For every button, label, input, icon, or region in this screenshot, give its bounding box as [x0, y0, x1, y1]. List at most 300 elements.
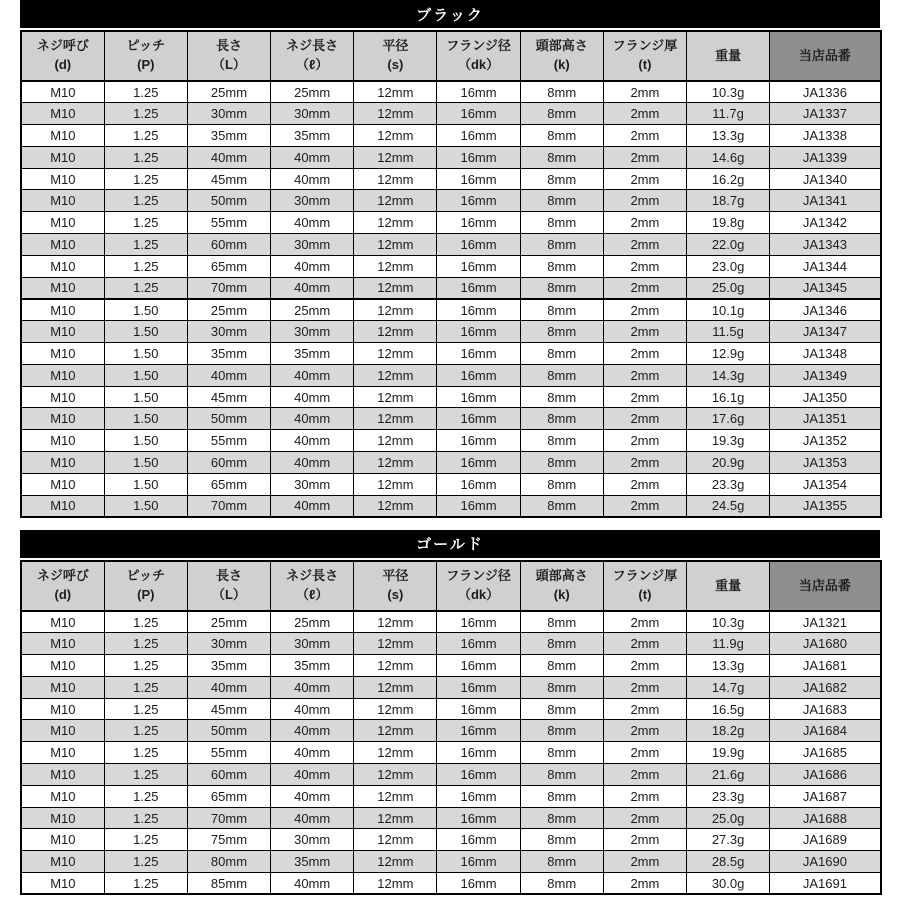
table-cell: 2mm [603, 168, 686, 190]
table-cell: 12mm [354, 655, 437, 677]
table-cell: 19.8g [687, 212, 770, 234]
table-cell: 28.5g [687, 851, 770, 873]
table-cell: M10 [21, 125, 104, 147]
table-cell: 40mm [271, 255, 354, 277]
table-cell: 2mm [603, 452, 686, 474]
table-cell: 12mm [354, 255, 437, 277]
table-row [21, 495, 881, 517]
table-cell: 12mm [354, 676, 437, 698]
table-cell: 16mm [437, 190, 520, 212]
table-cell: 16mm [437, 764, 520, 786]
table-cell: 16mm [437, 212, 520, 234]
table-title-label: ゴールド [416, 536, 484, 554]
table-cell: 8mm [520, 807, 603, 829]
column-header: フランジ厚 (t) [603, 561, 686, 611]
table-row [21, 785, 881, 807]
table-cell: M10 [21, 829, 104, 851]
table-cell: 40mm [271, 452, 354, 474]
table-cell: 2mm [603, 785, 686, 807]
table-cell: 40mm [271, 785, 354, 807]
table-cell: M10 [21, 807, 104, 829]
column-header: 長さ （L） [187, 561, 270, 611]
table-row [21, 720, 881, 742]
table-cell: 25mm [187, 299, 270, 321]
table-cell: 12mm [354, 829, 437, 851]
table-cell: 8mm [520, 720, 603, 742]
table-cell: 16mm [437, 676, 520, 698]
header-row [21, 561, 881, 611]
table-row [21, 452, 881, 474]
column-header: 当店品番 [770, 561, 881, 611]
table-cell: 12mm [354, 212, 437, 234]
table-cell: 1.25 [104, 873, 187, 895]
table-cell: 2mm [603, 212, 686, 234]
table-cell: M10 [21, 764, 104, 786]
table-cell: M10 [21, 168, 104, 190]
table-cell: 12mm [354, 633, 437, 655]
table-cell: 25mm [271, 611, 354, 633]
table-cell: 1.25 [104, 81, 187, 103]
table-cell: 2mm [603, 495, 686, 517]
table-cell: 1.25 [104, 277, 187, 299]
table-cell: 12mm [354, 742, 437, 764]
table-cell: 60mm [187, 452, 270, 474]
table-cell: JA1690 [770, 851, 881, 873]
header-row [21, 31, 881, 81]
table-cell: 16.2g [687, 168, 770, 190]
table-cell: 16mm [437, 473, 520, 495]
table-cell: 40mm [271, 277, 354, 299]
table-cell: 65mm [187, 785, 270, 807]
table-cell: 12mm [354, 873, 437, 895]
table-title-label: ブラック [416, 6, 484, 24]
table-cell: 2mm [603, 742, 686, 764]
table-cell: JA1344 [770, 255, 881, 277]
table-cell: 8mm [520, 430, 603, 452]
table-cell: 30mm [187, 633, 270, 655]
table-cell: 8mm [520, 343, 603, 365]
table-cell: 1.25 [104, 720, 187, 742]
table-cell: 70mm [187, 277, 270, 299]
table-cell: 22.0g [687, 234, 770, 256]
table-cell: M10 [21, 212, 104, 234]
table-cell: M10 [21, 473, 104, 495]
table-cell: 16mm [437, 633, 520, 655]
table-cell: M10 [21, 495, 104, 517]
table-cell: 16mm [437, 873, 520, 895]
table-cell: M10 [21, 742, 104, 764]
table-cell: JA1680 [770, 633, 881, 655]
table-cell: 2mm [603, 698, 686, 720]
table-cell: 12mm [354, 430, 437, 452]
table-cell: 8mm [520, 190, 603, 212]
table-cell: 2mm [603, 633, 686, 655]
table-row [21, 125, 881, 147]
table-cell: 19.9g [687, 742, 770, 764]
table-cell: M10 [21, 676, 104, 698]
table-cell: 2mm [603, 873, 686, 895]
table-row [21, 611, 881, 633]
table-cell: 10.3g [687, 81, 770, 103]
table-cell: 1.25 [104, 190, 187, 212]
table-cell: M10 [21, 234, 104, 256]
table-cell: M10 [21, 190, 104, 212]
table-cell: 2mm [603, 146, 686, 168]
table-cell: 8mm [520, 103, 603, 125]
table-cell: M10 [21, 430, 104, 452]
table-header [21, 561, 881, 611]
table-cell: 12mm [354, 807, 437, 829]
table-cell: JA1346 [770, 299, 881, 321]
table-cell: M10 [21, 873, 104, 895]
column-header: ピッチ (P) [104, 561, 187, 611]
table-cell: 40mm [271, 495, 354, 517]
table-cell: 12mm [354, 321, 437, 343]
table-cell: 8mm [520, 321, 603, 343]
table-cell: 2mm [603, 851, 686, 873]
table-cell: 12mm [354, 386, 437, 408]
table-cell: JA1336 [770, 81, 881, 103]
table-cell: 16mm [437, 81, 520, 103]
table-cell: 2mm [603, 103, 686, 125]
table-cell: JA1343 [770, 234, 881, 256]
table-cell: 1.25 [104, 764, 187, 786]
table-cell: 8mm [520, 611, 603, 633]
table-row [21, 873, 881, 895]
table-cell: 50mm [187, 408, 270, 430]
table-row [21, 655, 881, 677]
table-row [21, 851, 881, 873]
table-cell: 8mm [520, 255, 603, 277]
table-cell: 1.25 [104, 234, 187, 256]
table-cell: JA1688 [770, 807, 881, 829]
table-cell: M10 [21, 698, 104, 720]
table-cell: 8mm [520, 742, 603, 764]
table-cell: 2mm [603, 408, 686, 430]
column-header: ネジ長さ （ℓ） [271, 31, 354, 81]
table-cell: 12mm [354, 146, 437, 168]
table-cell: JA1687 [770, 785, 881, 807]
table-cell: 55mm [187, 212, 270, 234]
table-cell: 40mm [187, 364, 270, 386]
table-cell: M10 [21, 321, 104, 343]
table-cell: 1.25 [104, 103, 187, 125]
table-cell: 85mm [187, 873, 270, 895]
table-cell: 12mm [354, 611, 437, 633]
table-cell: 45mm [187, 168, 270, 190]
table-cell: JA1337 [770, 103, 881, 125]
table-cell: M10 [21, 364, 104, 386]
table-cell: JA1682 [770, 676, 881, 698]
table-cell: 16mm [437, 785, 520, 807]
table-title-black [20, 0, 880, 28]
table-row [21, 212, 881, 234]
table-cell: 1.25 [104, 829, 187, 851]
table-cell: 2mm [603, 655, 686, 677]
table-cell: 23.3g [687, 785, 770, 807]
table-cell: 12mm [354, 851, 437, 873]
table-cell: 55mm [187, 430, 270, 452]
table-cell: 8mm [520, 168, 603, 190]
table-cell: 8mm [520, 873, 603, 895]
table-cell: 1.50 [104, 343, 187, 365]
table-cell: 8mm [520, 676, 603, 698]
column-header: 平径 (s) [354, 31, 437, 81]
table-cell: 12mm [354, 190, 437, 212]
table-cell: 1.25 [104, 655, 187, 677]
table-cell: 1.50 [104, 430, 187, 452]
table-cell: 12mm [354, 785, 437, 807]
table-cell: JA1321 [770, 611, 881, 633]
column-header: 長さ （L） [187, 31, 270, 81]
table-cell: 16mm [437, 343, 520, 365]
table-cell: M10 [21, 611, 104, 633]
table-cell: 16mm [437, 720, 520, 742]
table-cell: 8mm [520, 698, 603, 720]
table-cell: 12mm [354, 81, 437, 103]
table-cell: JA1340 [770, 168, 881, 190]
table-cell: 23.3g [687, 473, 770, 495]
table-cell: M10 [21, 255, 104, 277]
table-cell: 80mm [187, 851, 270, 873]
column-header: 重量 [687, 31, 770, 81]
table-cell: 2mm [603, 321, 686, 343]
table-cell: 40mm [271, 364, 354, 386]
table-cell: 40mm [271, 168, 354, 190]
table-cell: 25mm [187, 611, 270, 633]
table-cell: M10 [21, 81, 104, 103]
table-cell: 2mm [603, 430, 686, 452]
table-cell: 16mm [437, 168, 520, 190]
table-cell: 8mm [520, 364, 603, 386]
table-cell: JA1347 [770, 321, 881, 343]
table-cell: 2mm [603, 611, 686, 633]
column-header: フランジ径 （dk） [437, 31, 520, 81]
table-cell: JA1348 [770, 343, 881, 365]
table-cell: 12mm [354, 299, 437, 321]
column-header: 当店品番 [770, 31, 881, 81]
table-row [21, 168, 881, 190]
table-cell: 25.0g [687, 277, 770, 299]
table-cell: 16.5g [687, 698, 770, 720]
table-cell: 1.25 [104, 125, 187, 147]
table-cell: 1.50 [104, 321, 187, 343]
table-cell: 40mm [271, 873, 354, 895]
table-cell: 12mm [354, 408, 437, 430]
table-cell: 30mm [187, 103, 270, 125]
table-cell: 16mm [437, 655, 520, 677]
table-cell: 35mm [187, 125, 270, 147]
table-cell: 12mm [354, 452, 437, 474]
table-cell: 40mm [187, 146, 270, 168]
column-header: 重量 [687, 561, 770, 611]
table-cell: 55mm [187, 742, 270, 764]
table-row [21, 103, 881, 125]
table-cell: 16mm [437, 829, 520, 851]
table-cell: 8mm [520, 212, 603, 234]
table-cell: 8mm [520, 299, 603, 321]
table-cell: JA1345 [770, 277, 881, 299]
table-cell: 1.25 [104, 146, 187, 168]
table-cell: 75mm [187, 829, 270, 851]
table-cell: 16mm [437, 807, 520, 829]
table-row [21, 146, 881, 168]
table-cell: 8mm [520, 277, 603, 299]
table-cell: 8mm [520, 785, 603, 807]
table-cell: 24.5g [687, 495, 770, 517]
table-cell: 45mm [187, 698, 270, 720]
table-cell: JA1352 [770, 430, 881, 452]
table-cell: M10 [21, 277, 104, 299]
table-body [21, 611, 881, 894]
table-cell: 12mm [354, 125, 437, 147]
table-row [21, 190, 881, 212]
table-cell: 16mm [437, 299, 520, 321]
table-cell: 16mm [437, 851, 520, 873]
table-cell: 1.25 [104, 212, 187, 234]
table-cell: JA1351 [770, 408, 881, 430]
table-cell: JA1338 [770, 125, 881, 147]
table-cell: M10 [21, 720, 104, 742]
table-cell: 2mm [603, 473, 686, 495]
table-cell: 16mm [437, 364, 520, 386]
table-cell: 10.3g [687, 611, 770, 633]
table-cell: JA1354 [770, 473, 881, 495]
table-cell: 30mm [271, 190, 354, 212]
table-cell: 10.1g [687, 299, 770, 321]
table-cell: 12mm [354, 495, 437, 517]
table-cell: 25mm [271, 81, 354, 103]
table-cell: M10 [21, 633, 104, 655]
column-header: ピッチ (P) [104, 31, 187, 81]
table-cell: 11.9g [687, 633, 770, 655]
column-header: ネジ呼び (d) [21, 561, 104, 611]
table-cell: 1.50 [104, 364, 187, 386]
table-cell: 30mm [271, 473, 354, 495]
column-header: 頭部高さ (k) [520, 561, 603, 611]
table-cell: M10 [21, 103, 104, 125]
table-cell: 16mm [437, 698, 520, 720]
table-cell: 27.3g [687, 829, 770, 851]
table-cell: 13.3g [687, 655, 770, 677]
table-cell: 35mm [187, 343, 270, 365]
table-cell: JA1683 [770, 698, 881, 720]
table-cell: 8mm [520, 633, 603, 655]
table-row [21, 255, 881, 277]
table-cell: 8mm [520, 125, 603, 147]
table-cell: 12mm [354, 364, 437, 386]
table-cell: 1.50 [104, 473, 187, 495]
table-cell: JA1349 [770, 364, 881, 386]
table-cell: 8mm [520, 829, 603, 851]
table-cell: 16mm [437, 277, 520, 299]
column-header: ネジ長さ （ℓ） [271, 561, 354, 611]
table-cell: 2mm [603, 807, 686, 829]
table-cell: 16mm [437, 430, 520, 452]
table-cell: 8mm [520, 655, 603, 677]
table-cell: 1.25 [104, 742, 187, 764]
table-cell: 16mm [437, 255, 520, 277]
table-cell: 16mm [437, 103, 520, 125]
table-cell: 25mm [271, 299, 354, 321]
table-cell: 2mm [603, 299, 686, 321]
table-cell: 1.50 [104, 452, 187, 474]
table-cell: 18.7g [687, 190, 770, 212]
table-cell: 35mm [271, 125, 354, 147]
table-cell: 1.50 [104, 299, 187, 321]
table-cell: 1.25 [104, 698, 187, 720]
table-cell: 35mm [271, 851, 354, 873]
table-cell: 40mm [271, 807, 354, 829]
table-row [21, 81, 881, 103]
table-row [21, 343, 881, 365]
table-cell: 18.2g [687, 720, 770, 742]
table-cell: 2mm [603, 720, 686, 742]
table-cell: 20.9g [687, 452, 770, 474]
table-cell: M10 [21, 386, 104, 408]
table-cell: M10 [21, 343, 104, 365]
table-row [21, 299, 881, 321]
table-cell: 1.50 [104, 408, 187, 430]
column-header: 頭部高さ (k) [520, 31, 603, 81]
table-cell: 30mm [271, 829, 354, 851]
table-cell: 2mm [603, 829, 686, 851]
table-cell: M10 [21, 452, 104, 474]
table-row [21, 676, 881, 698]
table-cell: 30mm [271, 103, 354, 125]
table-cell: 70mm [187, 807, 270, 829]
table-body [21, 81, 881, 517]
table-cell: 8mm [520, 473, 603, 495]
table-cell: 25.0g [687, 807, 770, 829]
table-cell: 35mm [187, 655, 270, 677]
table-cell: 1.25 [104, 255, 187, 277]
table-cell: 1.50 [104, 386, 187, 408]
table-row [21, 277, 881, 299]
table-row [21, 430, 881, 452]
table-cell: 40mm [271, 212, 354, 234]
table-cell: 8mm [520, 764, 603, 786]
table-cell: 50mm [187, 190, 270, 212]
table-cell: 65mm [187, 255, 270, 277]
table-cell: JA1341 [770, 190, 881, 212]
table-cell: 19.3g [687, 430, 770, 452]
column-header: 平径 (s) [354, 561, 437, 611]
table-cell: JA1689 [770, 829, 881, 851]
table-cell: 60mm [187, 764, 270, 786]
table-cell: 35mm [271, 343, 354, 365]
table-cell: 2mm [603, 190, 686, 212]
table-cell: 11.7g [687, 103, 770, 125]
column-header: ネジ呼び (d) [21, 31, 104, 81]
table-row [21, 234, 881, 256]
column-header: フランジ厚 (t) [603, 31, 686, 81]
table-cell: JA1681 [770, 655, 881, 677]
table-row [21, 633, 881, 655]
table-cell: 60mm [187, 234, 270, 256]
table-row [21, 807, 881, 829]
table-cell: 30mm [271, 234, 354, 256]
table-row [21, 386, 881, 408]
table-cell: M10 [21, 408, 104, 430]
table-cell: 16mm [437, 321, 520, 343]
table-cell: 16mm [437, 611, 520, 633]
table-cell: 8mm [520, 452, 603, 474]
column-header: フランジ径 （dk） [437, 561, 520, 611]
table-cell: 23.0g [687, 255, 770, 277]
table-cell: 40mm [271, 386, 354, 408]
table-cell: 35mm [271, 655, 354, 677]
